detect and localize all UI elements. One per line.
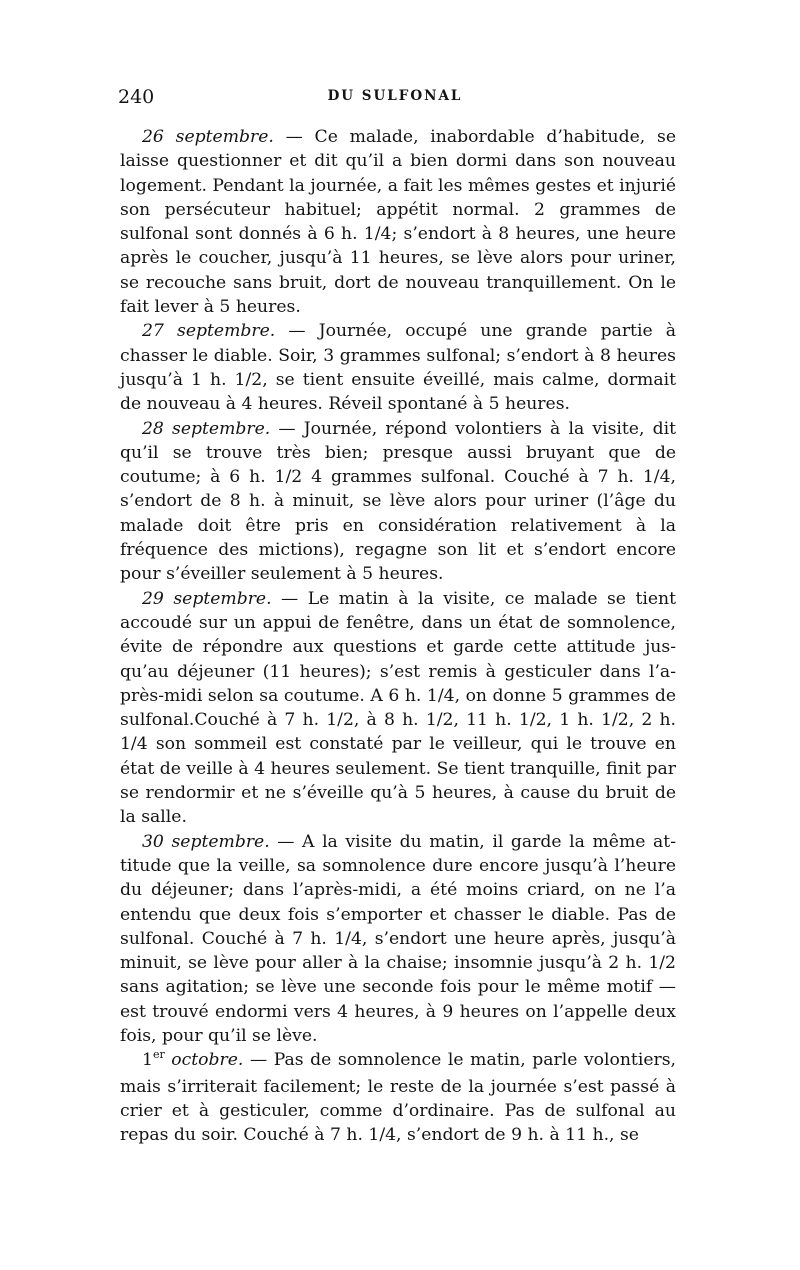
entry-text: — A la visite du matin, il garde la même attitude que la veille, sa somnolence dure encore jusqu’à l’heure du déjeuner; dans l’après-midi, a été moins criard, on ne l’a entendu que deux fois s’emporter et chasser le diable. Pas de sulfonal. Couché à 7 h. 1/4, s’endort une heure après, jusqu’à minuit, se lève pour aller à la chaise; insomnie jusqu’à 2 h. 1/2 sans agitation; se lève une seconde fois pour le même motif — est trouvé endormi vers 4 heures, à 9 heures on l’appelle deux fois, pour qu’il se lève. (120, 831, 676, 1046)
entry-date: 30 septembre. (142, 831, 270, 852)
page-number: 240 (118, 86, 155, 108)
body-text (120, 125, 676, 1147)
entry-date-number: 1 (142, 1050, 153, 1071)
entry-30-septembre (120, 830, 676, 1049)
entry-text: — Le matin à la visite, ce malade se tient accoudé sur un appui de fenêtre, dans un état de somnolence, évite de répondre aux questions et garde cette attitude jusqu’au déjeuner (11 heures); s’est remis à gesticuler dans l’après-midi selon sa coutume. A 6 h. 1/4, on donne 5 grammes de sulfonal.Couché à 7 h. 1/2, à 8 h. 1/2, 11 h. 1/2, 1 h. 1/2, 2 h. 1/4 son sommeil est constaté par le veilleur, qui le trouve en état de veille à 4 heures seulement. Se tient tranquille, finit par se rendormir et ne s’éveille qu’à 5 heures, à cause du bruit de la salle. (120, 588, 676, 828)
entry-28-septembre (120, 417, 676, 587)
entry-date: 27 septembre. (142, 321, 276, 342)
entry-date: 28 septembre. (142, 418, 271, 439)
entry-1er-octobre (120, 1048, 676, 1147)
page-header (110, 86, 680, 116)
running-title: DU SULFONAL (327, 88, 463, 104)
entry-date-ordinal: er (152, 1048, 165, 1062)
entry-date: octobre. (164, 1050, 244, 1071)
entry-26-septembre (120, 125, 676, 319)
entry-27-septembre (120, 319, 676, 416)
entry-text: — Pas de somnolence le matin, parle volontiers, mais s’irriterait facilement; le reste de la journée s’est passé à crier et à gesticuler, comme d’ordinaire. Pas de sulfonal au repas du soir. Couché à 7 h. 1/4, s’endort de 9 h. à 11 h., se (120, 1050, 676, 1146)
entry-date: 26 septembre. (142, 127, 274, 147)
entry-text: — Journée, répond volontiers à la visite, dit qu’il se trouve très bien; presque aussi bruyant que de coutume; à 6 h. 1/2 4 grammes sulfonal. Couché à 7 h. 1/4, s’endort de 8 h. à minuit, se lève alors pour uriner (l’âge du malade doit être pris en considération relativement à la fréquence des mictions), regagne son lit et s’endort encore pour s’éveiller seulement à 5 heures. (120, 418, 676, 585)
entry-text: — Ce malade, inabordable d’habitude, se laisse questionner et dit qu’il a bien dormi dans son nouveau logement. Pendant la journée, a fait les mêmes gestes et injurié son persécuteur habituel; appétit normal. 2 grammes de sulfonal sont donnés à 6 h. 1/4; s’endort à 8 heures, une heure après le coucher, jusqu’à 11 heures, se lève alors pour uriner, se recouche sans bruit, dort de nouveau tranquillement. On le fait lever à 5 heures. (120, 127, 677, 318)
entry-text: — Journée, occupé une grande partie à chasser le diable. Soir, 3 grammes sulfonal; s’endort à 8 heures jusqu’à 1 h. 1/2, se tient ensuite éveillé, mais calme, dormait de nouveau à 4 heures. Réveil spontané à 5 heures. (120, 321, 677, 415)
entry-29-septembre (120, 587, 676, 830)
entry-date: 29 septembre. (142, 588, 272, 609)
